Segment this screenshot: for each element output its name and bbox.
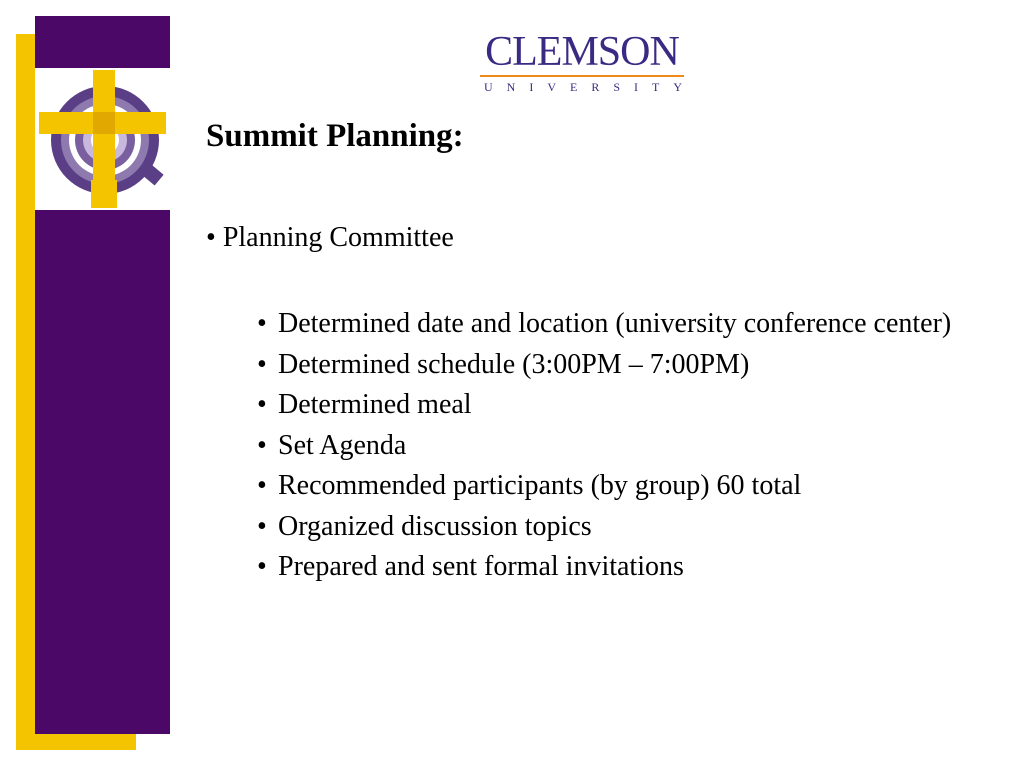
list-item-text: Determined date and location (university conference center) <box>278 308 952 339</box>
logo-panel <box>35 68 170 210</box>
list-item <box>257 345 1017 386</box>
slide-title: Summit Planning: <box>206 118 464 154</box>
clemson-brand <box>474 29 696 94</box>
list-item-text: Prepared and sent formal invitations <box>278 551 684 582</box>
list-item <box>257 466 1017 507</box>
gear-clock-logo-icon <box>35 68 170 210</box>
bullet: • <box>257 470 267 501</box>
bullet: • <box>257 551 267 582</box>
bullet: • <box>206 222 216 253</box>
list-item <box>257 426 1017 467</box>
list-item-text: Recommended participants (by group) 60 total <box>278 470 802 501</box>
brand-divider <box>480 75 684 77</box>
list-item <box>257 547 1017 588</box>
sub-bullet-list <box>257 304 1017 588</box>
list-item <box>257 507 1017 548</box>
bullet: • <box>257 510 267 542</box>
bullet: • <box>257 308 267 339</box>
bullet: • <box>257 429 267 461</box>
list-item-text: Determined schedule (3:00PM – 7:00PM) <box>278 348 750 380</box>
list-item-text: Determined meal <box>278 389 472 420</box>
brand-sub: UNIVERSITY <box>484 80 696 94</box>
bullet: • <box>257 348 267 380</box>
brand-name: CLEMSON <box>485 29 679 75</box>
list-item-text: Organized discussion topics <box>278 510 592 542</box>
bullet: • <box>257 389 267 420</box>
list-item <box>257 304 1017 345</box>
list-item <box>257 385 1017 426</box>
level1-text: Planning Committee <box>222 222 454 253</box>
level1-bullet-item <box>206 222 454 254</box>
list-item-text: Set Agenda <box>278 429 407 461</box>
